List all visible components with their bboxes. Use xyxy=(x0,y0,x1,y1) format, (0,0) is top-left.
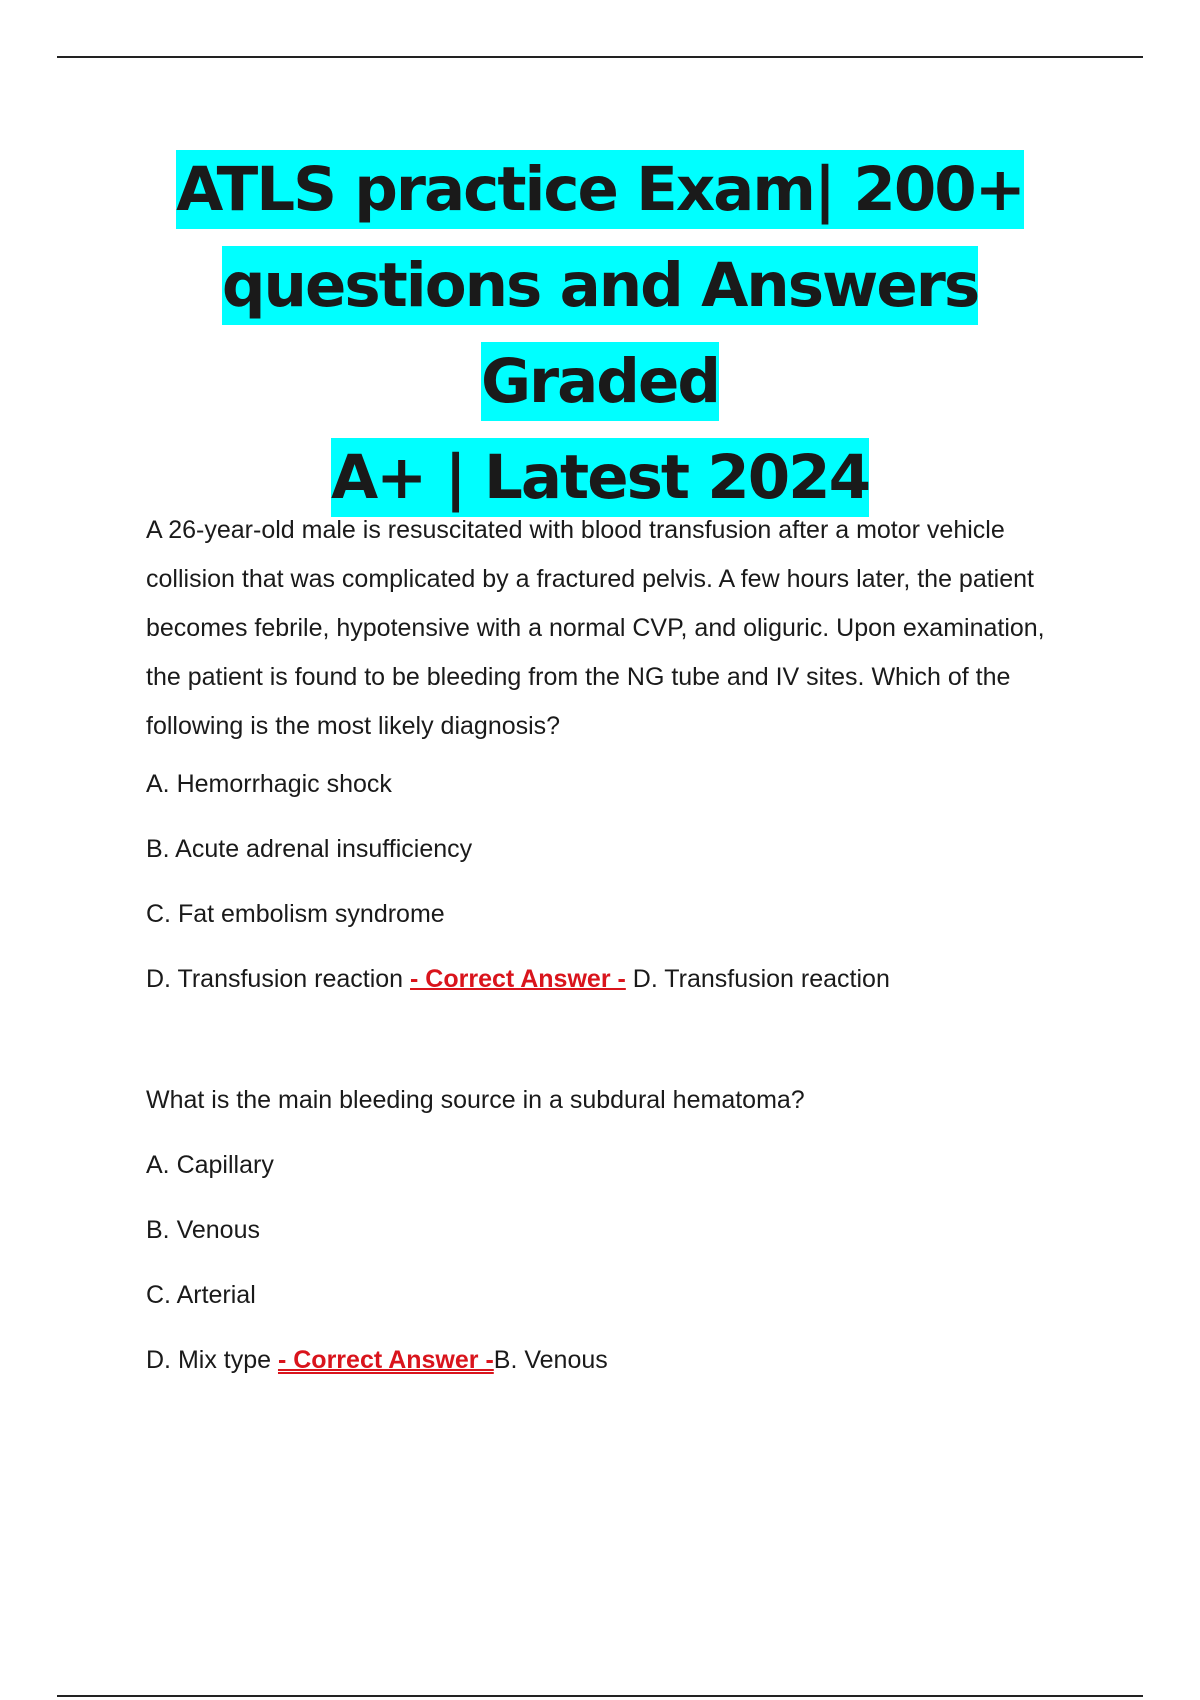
answer-option: C. Fat embolism syndrome xyxy=(146,900,445,928)
question-list xyxy=(146,506,1086,1377)
correct-answer-label: - Correct Answer - xyxy=(277,1346,494,1374)
answer-option: B. Venous xyxy=(146,1216,260,1244)
answer-option: A. Hemorrhagic shock xyxy=(146,770,392,798)
document-title xyxy=(100,142,1100,526)
top-rule xyxy=(57,56,1143,58)
answer-option: C. Arterial xyxy=(146,1281,256,1309)
correct-answer-label: - Correct Answer - xyxy=(410,965,626,993)
question-stem: A 26-year-old male is resuscitated with blood transfusion after a motor vehicle collision that was complicated by a fractured pelvis. A few hours later, the patient becomes febrile, hypotensive with a normal CVP, and oliguric. Upon examination, the patient is found to be bleeding from the NG tube and IV sites. Which of the following is the most likely diagnosis? xyxy=(146,516,1045,740)
title-line-3: A+ | Latest 2024 xyxy=(331,438,869,517)
correct-answer-text: D. Transfusion reaction xyxy=(632,965,890,993)
question-block xyxy=(146,1084,1086,1377)
answer-option-with-key xyxy=(146,963,1086,996)
correct-answer-text: B. Venous xyxy=(493,1346,608,1374)
title-line-1: ATLS practice Exam| 200+ xyxy=(176,150,1024,229)
title-line-2: questions and Answers Graded xyxy=(222,246,978,421)
answer-option: B. Acute adrenal insufficiency xyxy=(146,835,473,863)
answer-option: D. Mix type xyxy=(146,1346,272,1374)
bottom-rule xyxy=(57,1695,1143,1697)
answer-option-with-key xyxy=(146,1344,1086,1377)
question-stem: What is the main bleeding source in a subdural hematoma? xyxy=(146,1086,805,1114)
answer-option: D. Transfusion reaction xyxy=(146,965,404,993)
question-block xyxy=(146,506,1086,996)
answer-option: A. Capillary xyxy=(146,1151,274,1179)
